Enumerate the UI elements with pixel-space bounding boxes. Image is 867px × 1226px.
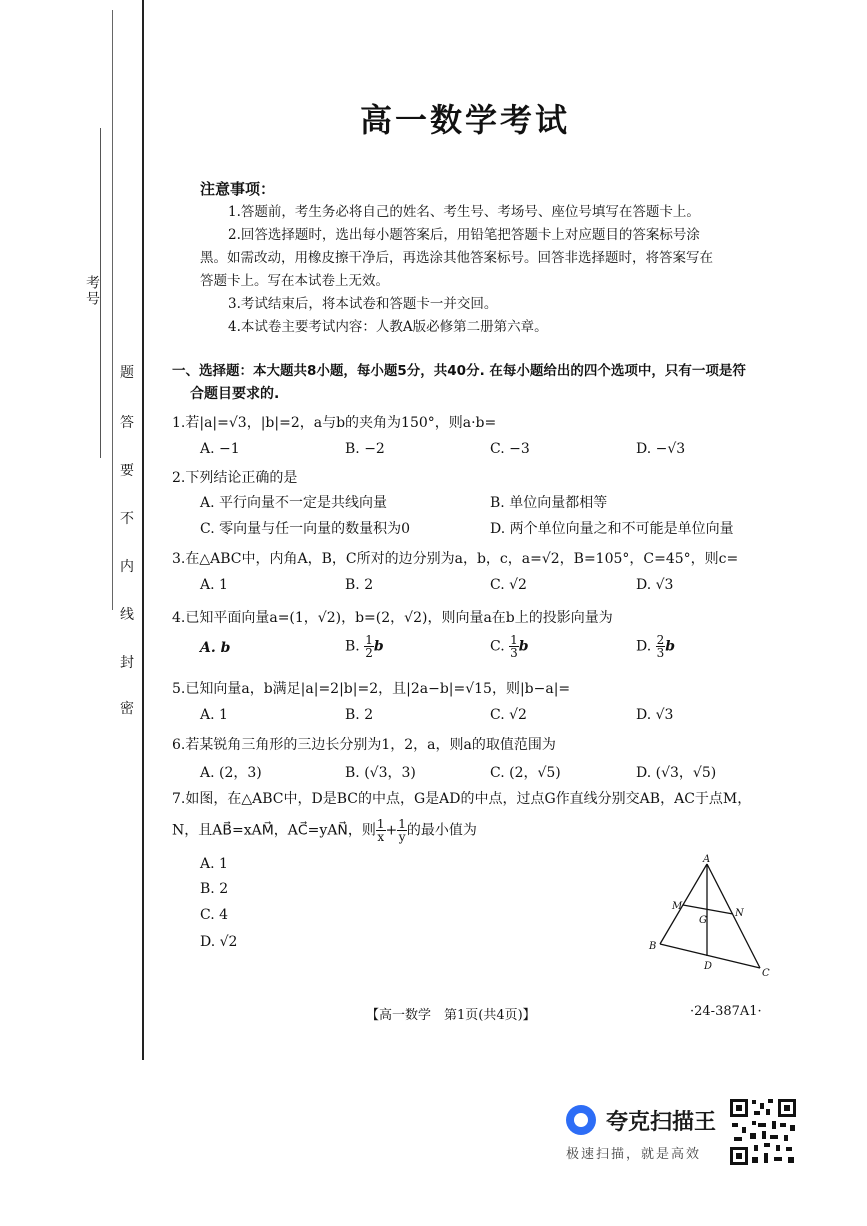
seal-char: 线 — [120, 607, 134, 623]
label-n: N — [735, 908, 744, 919]
q2-option-d: D. 两个单位向量之和不可能是单位向量 — [490, 521, 734, 537]
notice-line: 黑。如需改动，用橡皮擦干净后，再选涂其他答案标号。回答非选择题时，将答案写在 — [200, 250, 713, 266]
seal-char: 要 — [120, 463, 134, 479]
q4-option-a: A. b — [200, 640, 231, 656]
q5-option-c: C. √2 — [490, 707, 527, 723]
q7-option-c: C. 4 — [200, 907, 229, 923]
notice-line: 4.本试卷主要考试内容：人教A版必修第二册第六章。 — [228, 319, 548, 335]
vector-b: b — [373, 638, 384, 655]
q2-option-a: A. 平行向量不一定是共线向量 — [200, 495, 388, 511]
notice-line: 答题卡上。写在本试卷上无效。 — [200, 273, 389, 289]
q1-option-c: C. −3 — [490, 441, 530, 457]
question-5: 5.已知向量a，b满足|a|=2|b|=2，且|2a−b|=√15，则|b−a|= — [172, 681, 571, 697]
vector-b: b — [518, 638, 529, 655]
q6-option-b: B. (√3，3) — [345, 765, 416, 781]
q1-option-b: B. −2 — [345, 441, 385, 457]
section-heading-cont: 合题目要求的. — [190, 386, 280, 402]
q7-option-b: B. 2 — [200, 881, 229, 897]
question-7: 7.如图，在△ABC中，D是BC的中点，G是AD的中点，过点G作直线分别交AB，AC于点M， — [172, 791, 752, 807]
option-letter: D. — [636, 638, 652, 655]
exam-no-label: 考号 — [84, 275, 100, 307]
option-letter: B. — [345, 638, 360, 655]
question-4: 4.已知平面向量a=(1，√2)，b=(2，√2)，则向量a在b上的投影向量为 — [172, 610, 613, 626]
seal-char: 不 — [120, 511, 134, 527]
q2-option-c: C. 零向量与任一向量的数量积为0 — [200, 521, 411, 537]
label-m: M — [672, 901, 683, 912]
seal-char: 内 — [120, 559, 134, 575]
q2-option-b: B. 单位向量都相等 — [490, 495, 608, 511]
quark-logo-icon — [566, 1105, 596, 1135]
brand-name: 夸克扫描王 — [606, 1110, 717, 1135]
fraction: $\frac{2}{3}$ — [656, 633, 665, 660]
page-title: 高一数学考试 — [359, 101, 570, 139]
label-c: C — [762, 968, 770, 979]
footer-code: ·24-387A1· — [690, 1004, 762, 1019]
fraction: $\frac{1}{3}$ — [510, 633, 518, 660]
q5-option-d: D. √3 — [636, 707, 674, 723]
q3-option-a: A. 1 — [200, 577, 228, 593]
q6-option-d: D. (√3，√5) — [636, 765, 717, 781]
notice-line: 1.答题前，考生务必将自己的姓名、考生号、考场号、座位号填写在答题卡上。 — [228, 204, 700, 220]
label-d: D — [704, 961, 713, 972]
q1-option-d: D. −√3 — [636, 441, 686, 457]
fraction: $\frac{1}{2}$ — [365, 633, 373, 660]
section-heading: 一、选择题：本大题共8小题，每小题5分，共40分. 在每小题给出的四个选项中，只有一项是符 — [172, 363, 746, 379]
question-1: 1.若|a|=√3，|b|=2，a与b的夹角为150°，则a·b= — [172, 415, 497, 431]
q3-option-c: C. √2 — [490, 577, 527, 593]
q5-option-a: A. 1 — [200, 707, 228, 723]
q5-option-b: B. 2 — [345, 707, 374, 723]
q4-option-d — [636, 634, 675, 659]
line-mn — [683, 905, 733, 914]
q1-option-a: A. −1 — [200, 441, 240, 457]
question-2: 2.下列结论正确的是 — [172, 470, 298, 486]
q6-option-c: C. (2，√5) — [490, 765, 561, 781]
label-b: B — [649, 941, 657, 952]
option-letter: C. — [490, 638, 505, 655]
q4-option-b — [345, 634, 384, 659]
vector-b: b — [665, 638, 676, 655]
seal-char: 题 — [120, 365, 134, 381]
q3-option-b: B. 2 — [345, 577, 374, 593]
seal-char: 封 — [120, 655, 134, 671]
question-6: 6.若某锐角三角形的三边长分别为1，2，a，则a的取值范围为 — [172, 737, 556, 753]
q7-ask: 的最小值为 — [406, 822, 477, 839]
fraction-1-over-x: $\frac{1}{x}$ — [376, 817, 385, 844]
notice-line: 3.考试结束后，将本试卷和答题卡一并交回。 — [228, 296, 498, 312]
triangle-figure — [640, 852, 780, 982]
q6-option-a: A. (2，3) — [200, 765, 262, 781]
question-7-cont — [172, 818, 477, 843]
label-g: G — [699, 915, 707, 926]
side-ab — [660, 864, 707, 944]
notice-line: 2.回答选择题时，选出每小题答案后，用铅笔把答题卡上对应题目的答案标号涂 — [228, 227, 700, 243]
footer-page-info: 【高一数学 第1页(共4页)】 — [366, 1008, 536, 1023]
q7-given: N，且AB⃗=xAM⃗，AC⃗=yAN⃗，则 — [172, 822, 376, 839]
seal-char: 密 — [120, 701, 134, 717]
side-ac — [707, 864, 760, 968]
q7-option-a: A. 1 — [200, 856, 228, 872]
question-3: 3.在△ABC中，内角A，B，C所对的边分别为a，b，c，a=√2，B=105°，C=45°，则c= — [172, 551, 739, 567]
scanner-watermark — [566, 1103, 726, 1163]
q4-option-c — [490, 634, 529, 659]
brand-slogan: 极速扫描，就是高效 — [566, 1147, 702, 1162]
q7-option-d: D. √2 — [200, 934, 238, 950]
binding-line — [142, 0, 144, 1060]
plus-sign: + — [385, 822, 398, 839]
label-a: A — [703, 854, 711, 865]
fraction-1-over-y: $\frac{1}{y}$ — [398, 817, 406, 844]
qr-code-icon — [728, 1097, 798, 1167]
seal-char: 答 — [120, 415, 134, 431]
q3-option-d: D. √3 — [636, 577, 674, 593]
notice-heading: 注意事项： — [200, 180, 276, 198]
